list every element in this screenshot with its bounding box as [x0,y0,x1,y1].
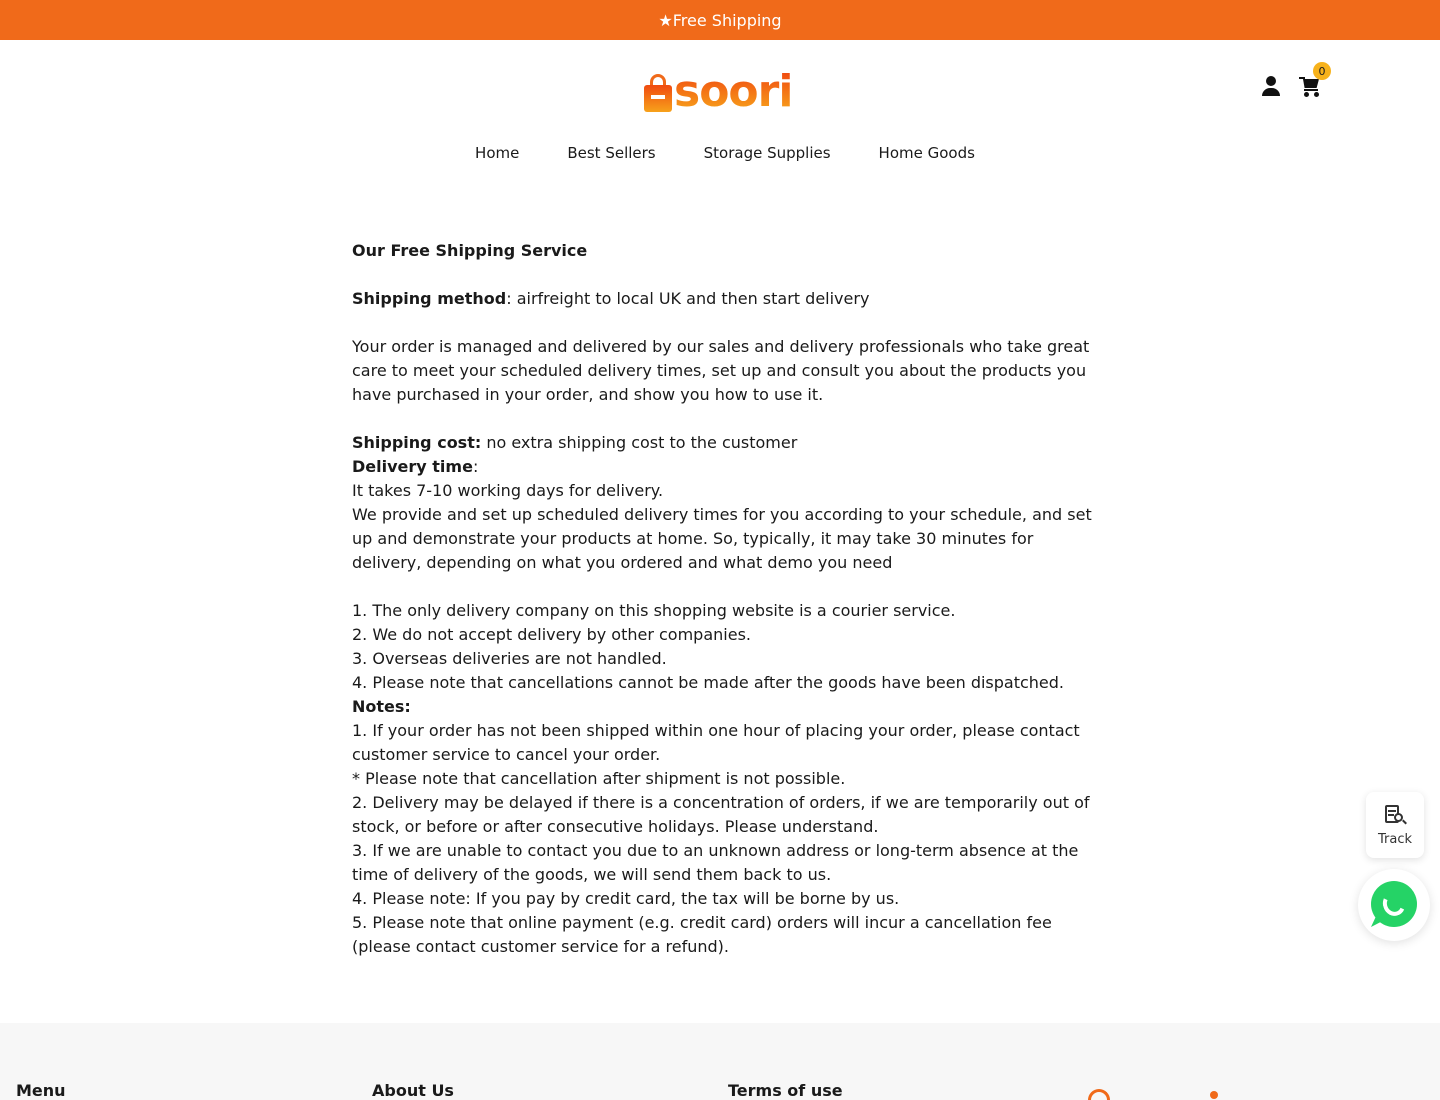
rule-item: 4. Please note that cancellations cannot be made after the goods have been dispatched. [352,673,1065,692]
rule-item: 1. The only delivery company on this shopping website is a courier service. [352,601,956,620]
page-title: Our Free Shipping Service [352,241,588,260]
intro-paragraph: Your order is managed and delivered by our sales and delivery professionals who take great care to meet your scheduled delivery times, set up and consult you about the products you have purchased in your order, and show you how to use it. [352,337,1090,404]
nav-home[interactable]: Home [475,144,520,162]
nav-home-goods[interactable]: Home Goods [878,144,975,162]
note-item: 3. If we are unable to contact you due to an unknown address or long-term absence at the time of delivery of the goods, we will send them back to us. [352,841,1079,884]
user-icon[interactable] [1260,76,1282,98]
footer-menu-heading: Menu [16,1081,66,1100]
footer-terms-heading: Terms of use [728,1081,843,1100]
shipping-method-label: Shipping method [352,289,507,308]
note-item: 5. Please note that online payment (e.g. credit card) orders will incur a cancellation fee (please contact customer service for a refund). [352,913,1052,956]
delivery-line-2: We provide and set up scheduled delivery times for you according to your schedule, and set up and demonstrate your products at home. So, typically, it may take 30 minutes for delivery, depending on what you ordered and what demo you need [352,505,1092,572]
note-item: 2. Delivery may be delayed if there is a concentration of orders, if we are temporarily out of stock, or before or after consecutive holidays. Please understand. [352,793,1090,836]
whatsapp-icon [1371,881,1417,927]
announcement-bar [0,0,1440,40]
shipping-method [352,287,1094,311]
footer-logo[interactable] [1086,1087,1226,1100]
delivery-time [352,455,1094,479]
whatsapp-button[interactable] [1358,869,1430,941]
brand-logo[interactable] [644,62,800,117]
bag-logo-icon [644,74,672,112]
shipping-policy-content [352,239,1094,959]
track-order-button[interactable] [1366,792,1424,858]
delivery-time-suffix: : [472,457,479,476]
shipping-cost-label: Shipping cost: [352,433,482,452]
track-label: Track [1377,832,1413,847]
nav-best-sellers[interactable]: Best Sellers [567,144,656,162]
rule-item: 3. Overseas deliveries are not handled. [352,649,667,668]
track-icon [1384,804,1406,826]
shipping-method-value: : airfreight to local UK and then start delivery [506,289,870,308]
site-header [0,40,1440,210]
notes-heading [352,695,1094,719]
delivery-time-label: Delivery time [352,457,473,476]
announcement-text: ★Free Shipping [658,10,782,30]
note-item: 1. If your order has not been shipped within one hour of placing your order, please contact customer service to cancel your order. [352,721,1080,764]
rule-item: 2. We do not accept delivery by other companies. [352,625,751,644]
brand-name: soori [674,66,793,117]
delivery-line-1: It takes 7-10 working days for delivery. [352,481,664,500]
main-nav [0,144,1440,162]
shipping-cost [352,431,1094,455]
header-actions [1258,66,1338,106]
nav-storage-supplies[interactable]: Storage Supplies [703,144,831,162]
note-item: 4. Please note: If you pay by credit card, the tax will be borne by us. [352,889,900,908]
note-item: * Please note that cancellation after shipment is not possible. [352,769,846,788]
site-footer [0,1023,1440,1100]
notes-label: Notes: [352,697,411,716]
footer-about-heading: About Us [372,1081,454,1100]
cart-count-badge: 0 [1313,62,1331,80]
shipping-cost-value: no extra shipping cost to the customer [481,433,798,452]
